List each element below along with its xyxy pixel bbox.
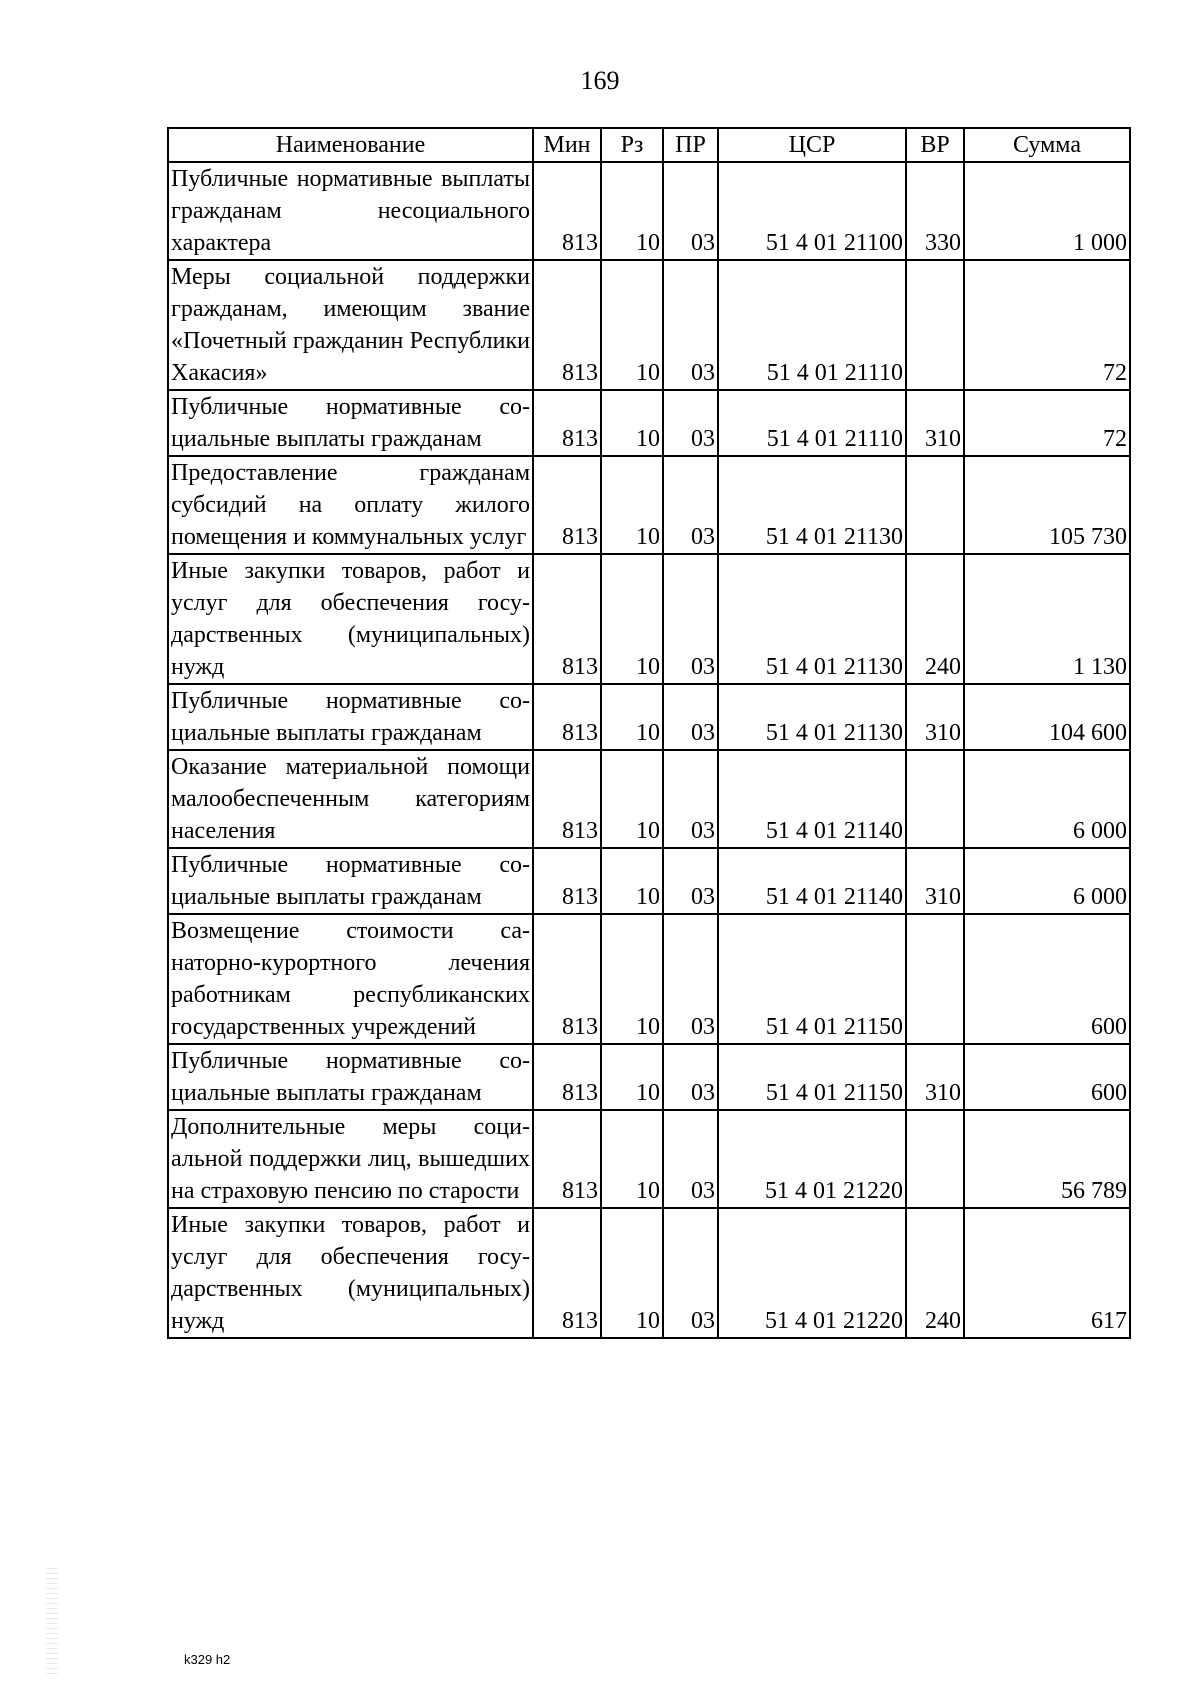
scan-margin-noise [46,1568,58,1678]
cell-csr: 51 4 01 21220 [718,1208,906,1338]
cell-csr: 51 4 01 21110 [718,260,906,390]
cell-sum: 600 [964,1044,1130,1110]
cell-csr: 51 4 01 21220 [718,1110,906,1208]
cell-sum: 1 000 [964,162,1130,260]
cell-csr: 51 4 01 21110 [718,390,906,456]
cell-pr: 03 [663,1044,718,1110]
cell-min: 813 [533,1044,601,1110]
cell-sum: 6 000 [964,848,1130,914]
cell-csr: 51 4 01 21100 [718,162,906,260]
cell-vr [906,456,964,554]
cell-csr: 51 4 01 21150 [718,914,906,1044]
column-header-vr: ВР [906,128,964,162]
cell-csr: 51 4 01 21140 [718,750,906,848]
column-header-rz: Рз [601,128,663,162]
table-row [168,1208,1130,1338]
cell-min: 813 [533,456,601,554]
cell-pr: 03 [663,848,718,914]
cell-rz: 10 [601,1044,663,1110]
cell-min: 813 [533,554,601,684]
table-row [168,260,1130,390]
cell-min: 813 [533,1208,601,1338]
cell-rz: 10 [601,162,663,260]
cell-sum: 56 789 [964,1110,1130,1208]
footer-code: k329 h2 [184,1652,231,1667]
cell-rz: 10 [601,684,663,750]
cell-rz: 10 [601,390,663,456]
cell-pr: 03 [663,260,718,390]
table-row [168,1044,1130,1110]
cell-rz: 10 [601,554,663,684]
cell-pr: 03 [663,456,718,554]
cell-name: Предоставление гражданам субсидий на оплату жилого помещения и коммунальных услуг [168,456,533,554]
cell-sum: 105 730 [964,456,1130,554]
column-header-min: Мин [533,128,601,162]
cell-min: 813 [533,162,601,260]
table-row [168,162,1130,260]
column-header-pr: ПР [663,128,718,162]
cell-vr [906,1110,964,1208]
cell-vr: 330 [906,162,964,260]
table-row [168,750,1130,848]
cell-vr [906,750,964,848]
table-row [168,1110,1130,1208]
cell-vr: 310 [906,1044,964,1110]
cell-name: Публичные нормативные выплаты гражданам несоциального характера [168,162,533,260]
cell-vr [906,914,964,1044]
cell-pr: 03 [663,684,718,750]
cell-pr: 03 [663,914,718,1044]
cell-pr: 03 [663,1208,718,1338]
table-header-row [168,128,1130,162]
table-row [168,914,1130,1044]
cell-min: 813 [533,260,601,390]
cell-min: 813 [533,1110,601,1208]
column-header-name: Наименование [168,128,533,162]
cell-pr: 03 [663,162,718,260]
table-body [168,162,1130,1338]
table-row [168,684,1130,750]
cell-vr: 310 [906,390,964,456]
table-row [168,554,1130,684]
cell-rz: 10 [601,1110,663,1208]
cell-rz: 10 [601,914,663,1044]
cell-sum: 72 [964,390,1130,456]
cell-name: Оказание материальной помощи малообеспеченным категориям населения [168,750,533,848]
cell-sum: 104 600 [964,684,1130,750]
cell-name: Иные закупки товаров, работ и услуг для обеспечения государственных (муниципальных) нужд [168,554,533,684]
cell-name: Дополнительные меры социальной поддержки лиц, вышедших на страховую пенсию по старости [168,1110,533,1208]
budget-table [167,127,1131,1339]
cell-name: Публичные нормативные социальные выплаты гражданам [168,848,533,914]
cell-min: 813 [533,914,601,1044]
cell-pr: 03 [663,1110,718,1208]
cell-name: Публичные нормативные социальные выплаты гражданам [168,1044,533,1110]
cell-name: Иные закупки товаров, работ и услуг для обеспечения государственных (муниципальных) нужд [168,1208,533,1338]
cell-min: 813 [533,684,601,750]
cell-rz: 10 [601,750,663,848]
cell-vr [906,260,964,390]
cell-pr: 03 [663,750,718,848]
cell-min: 813 [533,390,601,456]
cell-sum: 72 [964,260,1130,390]
cell-csr: 51 4 01 21130 [718,456,906,554]
cell-rz: 10 [601,260,663,390]
table-row [168,390,1130,456]
column-header-csr: ЦСР [718,128,906,162]
cell-min: 813 [533,750,601,848]
cell-name: Возмещение стоимости санаторно-курортного лечения работникам республиканских государственных учреждений [168,914,533,1044]
cell-vr: 310 [906,848,964,914]
cell-sum: 600 [964,914,1130,1044]
table-row [168,848,1130,914]
cell-vr: 240 [906,1208,964,1338]
table-row [168,456,1130,554]
cell-name: Публичные нормативные социальные выплаты гражданам [168,390,533,456]
cell-csr: 51 4 01 21130 [718,684,906,750]
cell-rz: 10 [601,1208,663,1338]
cell-vr: 240 [906,554,964,684]
page-number: 169 [580,66,620,95]
cell-name: Публичные нормативные социальные выплаты гражданам [168,684,533,750]
cell-sum: 6 000 [964,750,1130,848]
cell-rz: 10 [601,456,663,554]
cell-pr: 03 [663,390,718,456]
cell-vr: 310 [906,684,964,750]
cell-min: 813 [533,848,601,914]
cell-rz: 10 [601,848,663,914]
cell-sum: 1 130 [964,554,1130,684]
cell-csr: 51 4 01 21130 [718,554,906,684]
cell-csr: 51 4 01 21150 [718,1044,906,1110]
cell-name: Меры социальной поддержки гражданам, имеющим звание «Почетный гражданин Республики Хакасия» [168,260,533,390]
column-header-sum: Сумма [964,128,1130,162]
cell-pr: 03 [663,554,718,684]
cell-sum: 617 [964,1208,1130,1338]
cell-csr: 51 4 01 21140 [718,848,906,914]
